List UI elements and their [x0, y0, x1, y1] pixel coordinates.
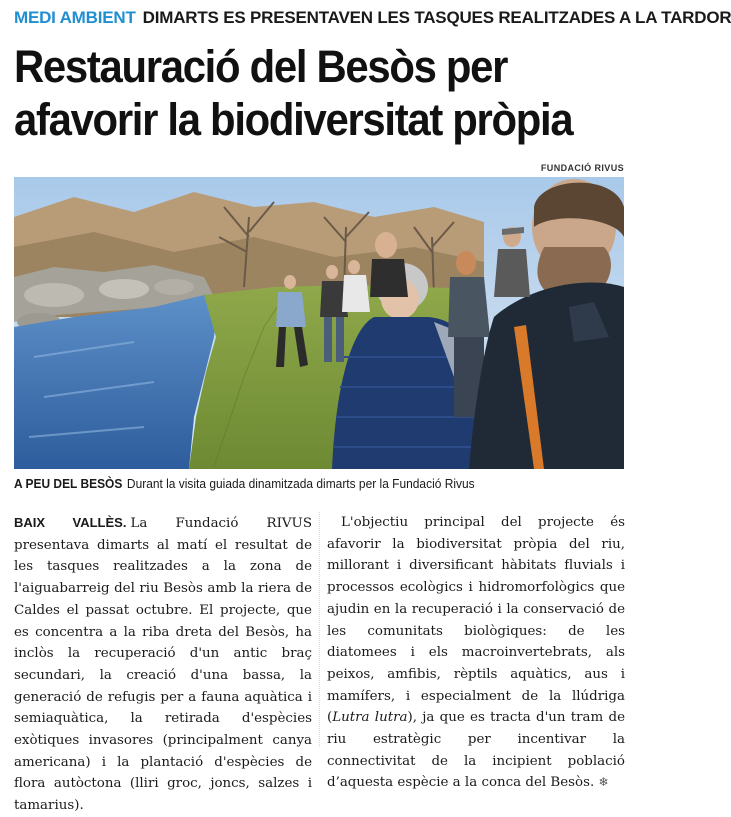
kicker-topic: DIMARTS ES PRESENTAVEN LES TASQUES REALITZADES A LA TARDOR [142, 8, 731, 27]
photo-credit: FUNDACIÓ RIVUS [540, 163, 624, 173]
species-name: Lutra lutra [332, 710, 408, 726]
headline-line-2: afavorir la biodiversitat pròpia [14, 94, 573, 145]
body-text-left: La Fundació RIVUS presentava dimarts al matí el resultat de les tasques realitzades a la zona de l'aiguabarreig del riu Besòs amb la riera de Caldes el passat octubre. El projecte, que es concentra a la riba dreta del Besòs, ha inclòs la recuperació d'un antic braç secundari, la creació d'una bassa, la generació de refugis per a fauna aquàtica i semiaquàtica, la retirada d'espècies exòtiques invasores (principalment canya americana) i la plantació d'espècies de flora autòctona (lliri groc, joncs, salzes i tamarius). [14, 516, 313, 814]
section-label: MEDI AMBIENT [14, 8, 136, 27]
body-text-right-part-2: ), ja que es tracta d'un tram de riu estratègic per incentivar la connectivitat de la incipient població d’aquesta espècie a la conca del Besòs. [327, 710, 625, 791]
news-photo-illustration [14, 177, 624, 469]
caption-lead: A PEU DEL BESÒS [14, 476, 123, 491]
body-column-right [327, 512, 625, 794]
headline-line-1: Restauració del Besòs per [14, 41, 508, 92]
headline [14, 40, 583, 146]
kicker [14, 8, 731, 28]
body-text-right-part-1: L'objectiu principal del projecte és afavorir la biodiversitat pròpia del riu, millorant i diversificant hàbitats fluvials i processos ecològics i hidromorfològics que ajudin en la recuperació i la conservació de les comunitats biològiques: de les diatomees i els macroinvertebrats, als peixos, amfibis, rèptils aquàtics, aus i mamífers, i especialment de la llúdriga ( [327, 515, 625, 726]
end-mark-icon: ❄ [598, 775, 609, 790]
body-column-left [14, 512, 312, 817]
caption-text: Durant la visita guiada dinamitzada dimarts per la Fundació Rivus [126, 476, 475, 491]
news-photo [14, 177, 624, 469]
dateline: BAIX VALLÈS. [14, 515, 127, 530]
column-divider [319, 512, 320, 747]
photo-caption [14, 476, 475, 491]
